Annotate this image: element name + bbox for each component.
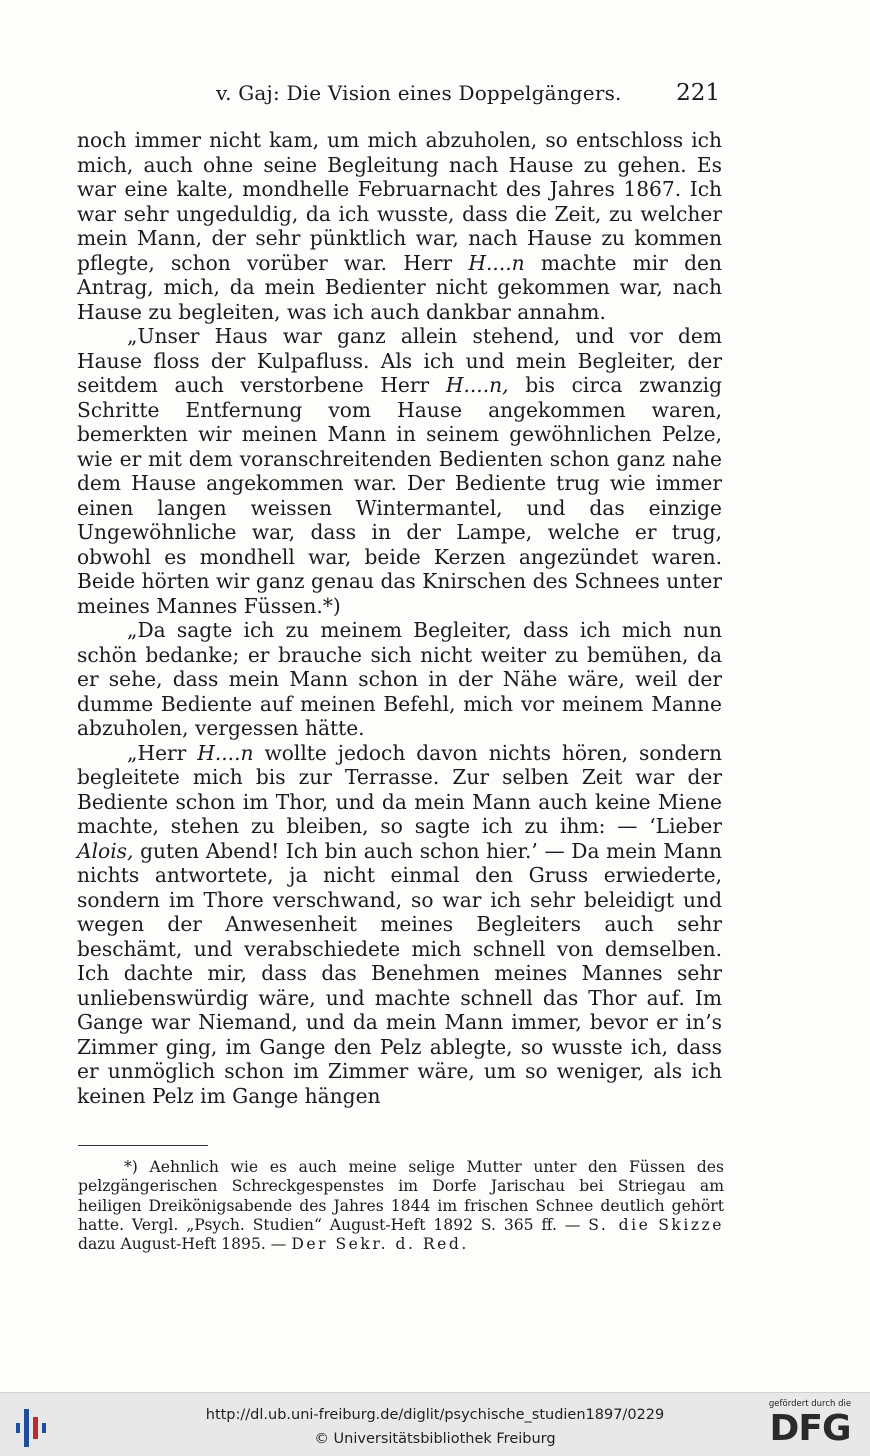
body-text [77,128,722,1108]
page-number: 221 [676,80,720,106]
name-abbrev: H....n, [445,373,509,397]
footnote: *) Aehnlich wie es auch meine selige Mutter unter den Füssen des pelzgängerischen Schreckgespenstes im Dorfe Jarischau bei Striegau am heiligen Dreikönigsabende des Jahres 1844 im frischen Schnee deutlich gehört hatte. Vergl. „Psych. Studien“ August-Heft 1892 S. 365 ff. — S. die Skizze dazu August-Heft 1895. — Der Sekr. d. Red. [78,1158,724,1254]
paragraph-1: noch immer nicht kam, um mich abzuholen, so entschloss ich mich, auch ohne seine Begleitung nach Hause zu gehen. Es war eine kalte, mondhelle Februarnacht des Jahres 1867. Ich war sehr ungeduldig, da ich wusste, dass die Zeit, zu welcher mein Mann, der sehr pünktlich war, nach Hause zu kommen pflegte, schon vorüber war. Herr H....n machte mir den Antrag, mich, da mein Bedienter nicht gekommen war, nach Hause zu begleiten, was ich auch dankbar annahm. [77,128,722,324]
viewer-footer-bar [0,1392,870,1456]
paragraph-2: „Unser Haus war ganz allein stehend, und vor dem Hause floss der Kulpafluss. Als ich und mein Begleiter, der seitdem auch verstorbene Herr H....n, bis circa zwanzig Schritte Entfernung vom Hause angekommen waren, bemerkten wir meinen Mann in seinem gewöhnlichen Pelze, wie er mit dem voranschreitenden Bedienten schon ganz nahe dem Hause angekommen war. Der Bediente trug wie immer einen langen weissen Wintermantel, und das einzige Ungewöhnliche war, dass in der Lampe, welche er trug, obwohl es mondhell war, beide Kerzen angezündet waren. Beide hörten wir ganz genau das Knirschen des Schnees unter meines Mannes Füssen.*) [77,324,723,618]
name-abbrev: H....n [468,250,525,275]
dfg-logo-text: DFG [769,1408,851,1449]
name-abbrev: H....n [197,740,254,765]
copyright-notice: © Universitätsbibliothek Freiburg [314,1431,556,1447]
paragraph-3: „Da sagte ich zu meinem Begleiter, dass ich mich nun schön bedanke; er brauche sich nicht weiter zu bemühen, da er sehe, dass mein Mann schon in der Nähe wäre, weil der dumme Bediente auf meinen Befehl, mich vor meinem Manne abzuholen, vergessen hätte. [77,618,722,740]
running-title: v. Gaj: Die Vision eines Doppelgängers. [216,81,622,105]
dfg-logo [762,1397,858,1453]
footnote-rule [78,1145,208,1146]
permalink-url[interactable]: http://dl.ub.uni-freiburg.de/diglit/psychische_studien1897/0229 [205,1407,665,1423]
page-header [76,76,722,110]
name-alois: Alois, [77,838,134,863]
footnote-signature: Der Sekr. d. Red. [291,1235,469,1254]
paragraph-4: „Herr H....n wollte jedoch davon nichts hören, sondern begleitete mich bis zur Terrasse. Zur selben Zeit war der Bediente schon im Thor, und da mein Mann auch keine Miene machte, stehen zu bleiben, so sagte ich zu ihm: — ‘Lieber Alois, guten Abend! Ich bin auch schon hier.’ — Da mein Mann nichts antwortete, ja nicht einmal den Gruss erwiederte, sondern im Thore verschwand, so war ich sehr beleidigt und wegen der Anwesenheit meines Begleiters auch sehr beschämt, und verabschiedete mich schnell von demselben. Ich dachte mir, dass das Benehmen meines Mannes sehr unliebenswürdig wäre, und machte schnell das Thor auf. Im Gange war Niemand, und da mein Mann immer, bevor er in’s Zimmer ging, im Gange den Pelz ablegte, so wusste ich, dass er unmöglich schon im Zimmer wäre, um so weniger, als ich keinen Pelz im Gange hängen [77,740,723,1108]
dfg-funded-label: gefördert durch die [768,1399,852,1409]
